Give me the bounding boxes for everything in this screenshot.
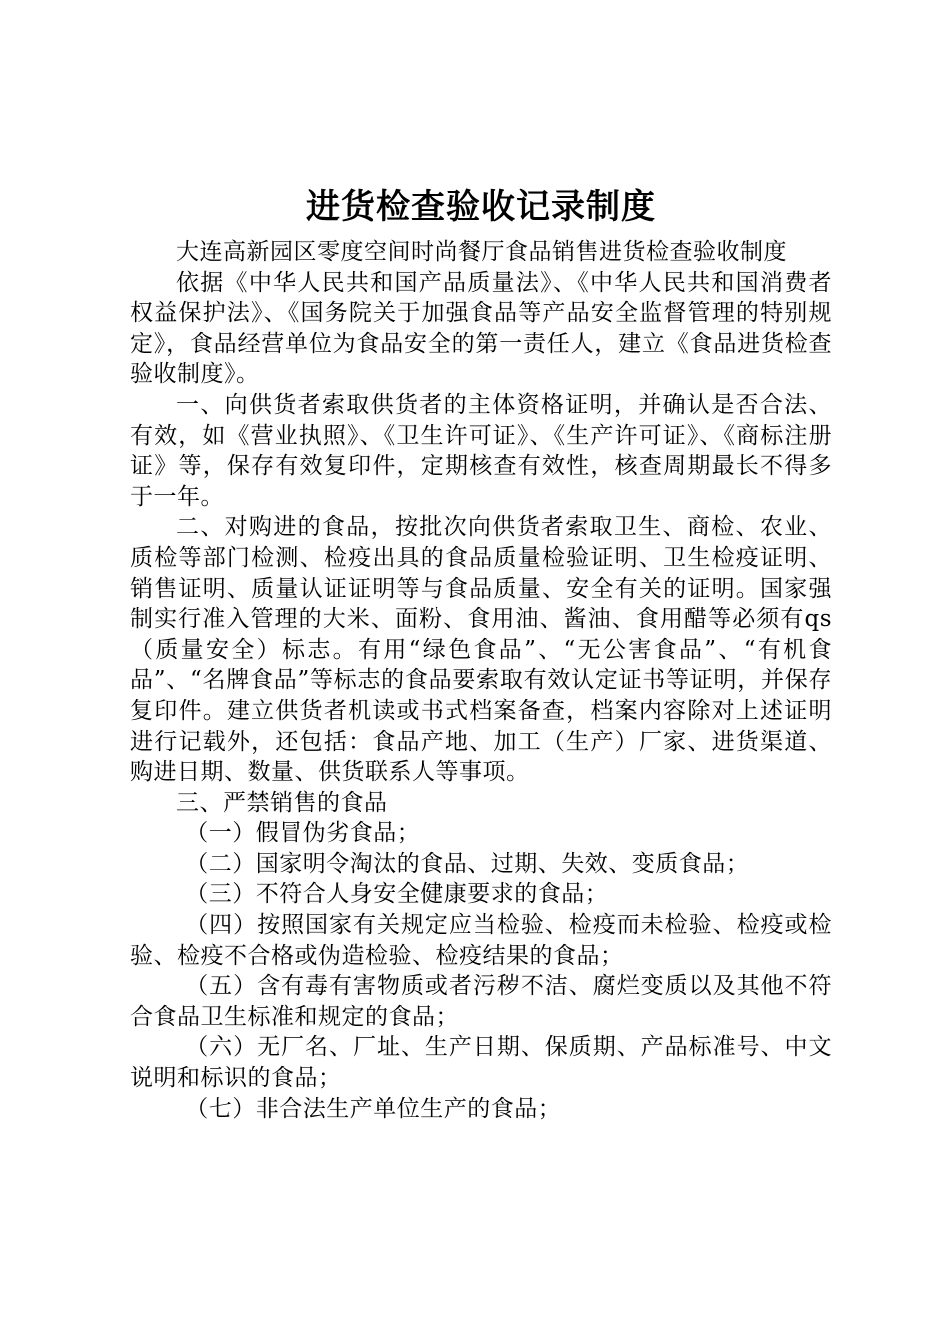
paragraph-heading-line: 大连高新园区零度空间时尚餐厅食品销售进货检查验收制度 (176, 239, 787, 265)
list-item-4: （四）按照国家有关规定应当检验、检疫而未检验、检疫或检验、检疫不合格或伪造检验、检疫结果的食品； (130, 912, 832, 969)
list-item-3: （三）不符合人身安全健康要求的食品； (185, 881, 609, 908)
document-page (130, 185, 832, 1124)
paragraph-section-3: 三、严禁销售的食品 (176, 789, 388, 816)
paragraph-legal-basis: 依据《中华人民共和国产品质量法》、《中华人民共和国消费者权益保护法》、《国务院关于加强食品等产品安全监督管理的特别规定》，食品经营单位为食品安全的第一责任人，建立《食品进货检查验收制度》。 (130, 269, 832, 388)
list-item-2: （二）国家明令淘汰的食品、过期、失效、变质食品； (185, 850, 750, 877)
list-item-5: （五）含有毒有害物质或者污秽不洁、腐烂变质以及其他不符合食品卫生标准和规定的食品； (130, 973, 832, 1030)
list-item-6: （六）无厂名、厂址、生产日期、保质期、产品标准号、中文说明和标识的食品； (130, 1034, 832, 1092)
list-item-1: （一）假冒伪劣食品； (185, 820, 421, 847)
list-item-7: （七）非合法生产单位生产的食品； (185, 1095, 562, 1122)
paragraph-section-2: 二、对购进的食品，按批次向供货者索取卫生、商检、农业、质检等部门检测、检疫出具的食品质量检验证明、卫生检疫证明、销售证明、质量认证证明等与食品质量、安全有关的证明。国家强制实行准入管理的大米、面粉、食用油、酱油、食用醋等必须有qs（质量安全）标志。有用“绿色食品”、“无公害食品”、“有机食品”、“名牌食品”等标志的食品要索取有效认定证书等证明，并保存复印件。建立供货者机读或书式档案备查，档案内容除对上述证明进行记载外，还包括：食品产地、加工（生产）厂家、进货渠道、购进日期、数量、供货联系人等事项。 (130, 514, 832, 786)
document-title: 进货检查验收记录制度 (306, 187, 656, 227)
paragraph-section-1: 一、向供货者索取供货者的主体资格证明，并确认是否合法、有效，如《营业执照》、《卫生许可证》、《生产许可证》、《商标注册证》等，保存有效复印件，定期核查有效性，核查周期最长不得多于一年。 (130, 391, 832, 510)
